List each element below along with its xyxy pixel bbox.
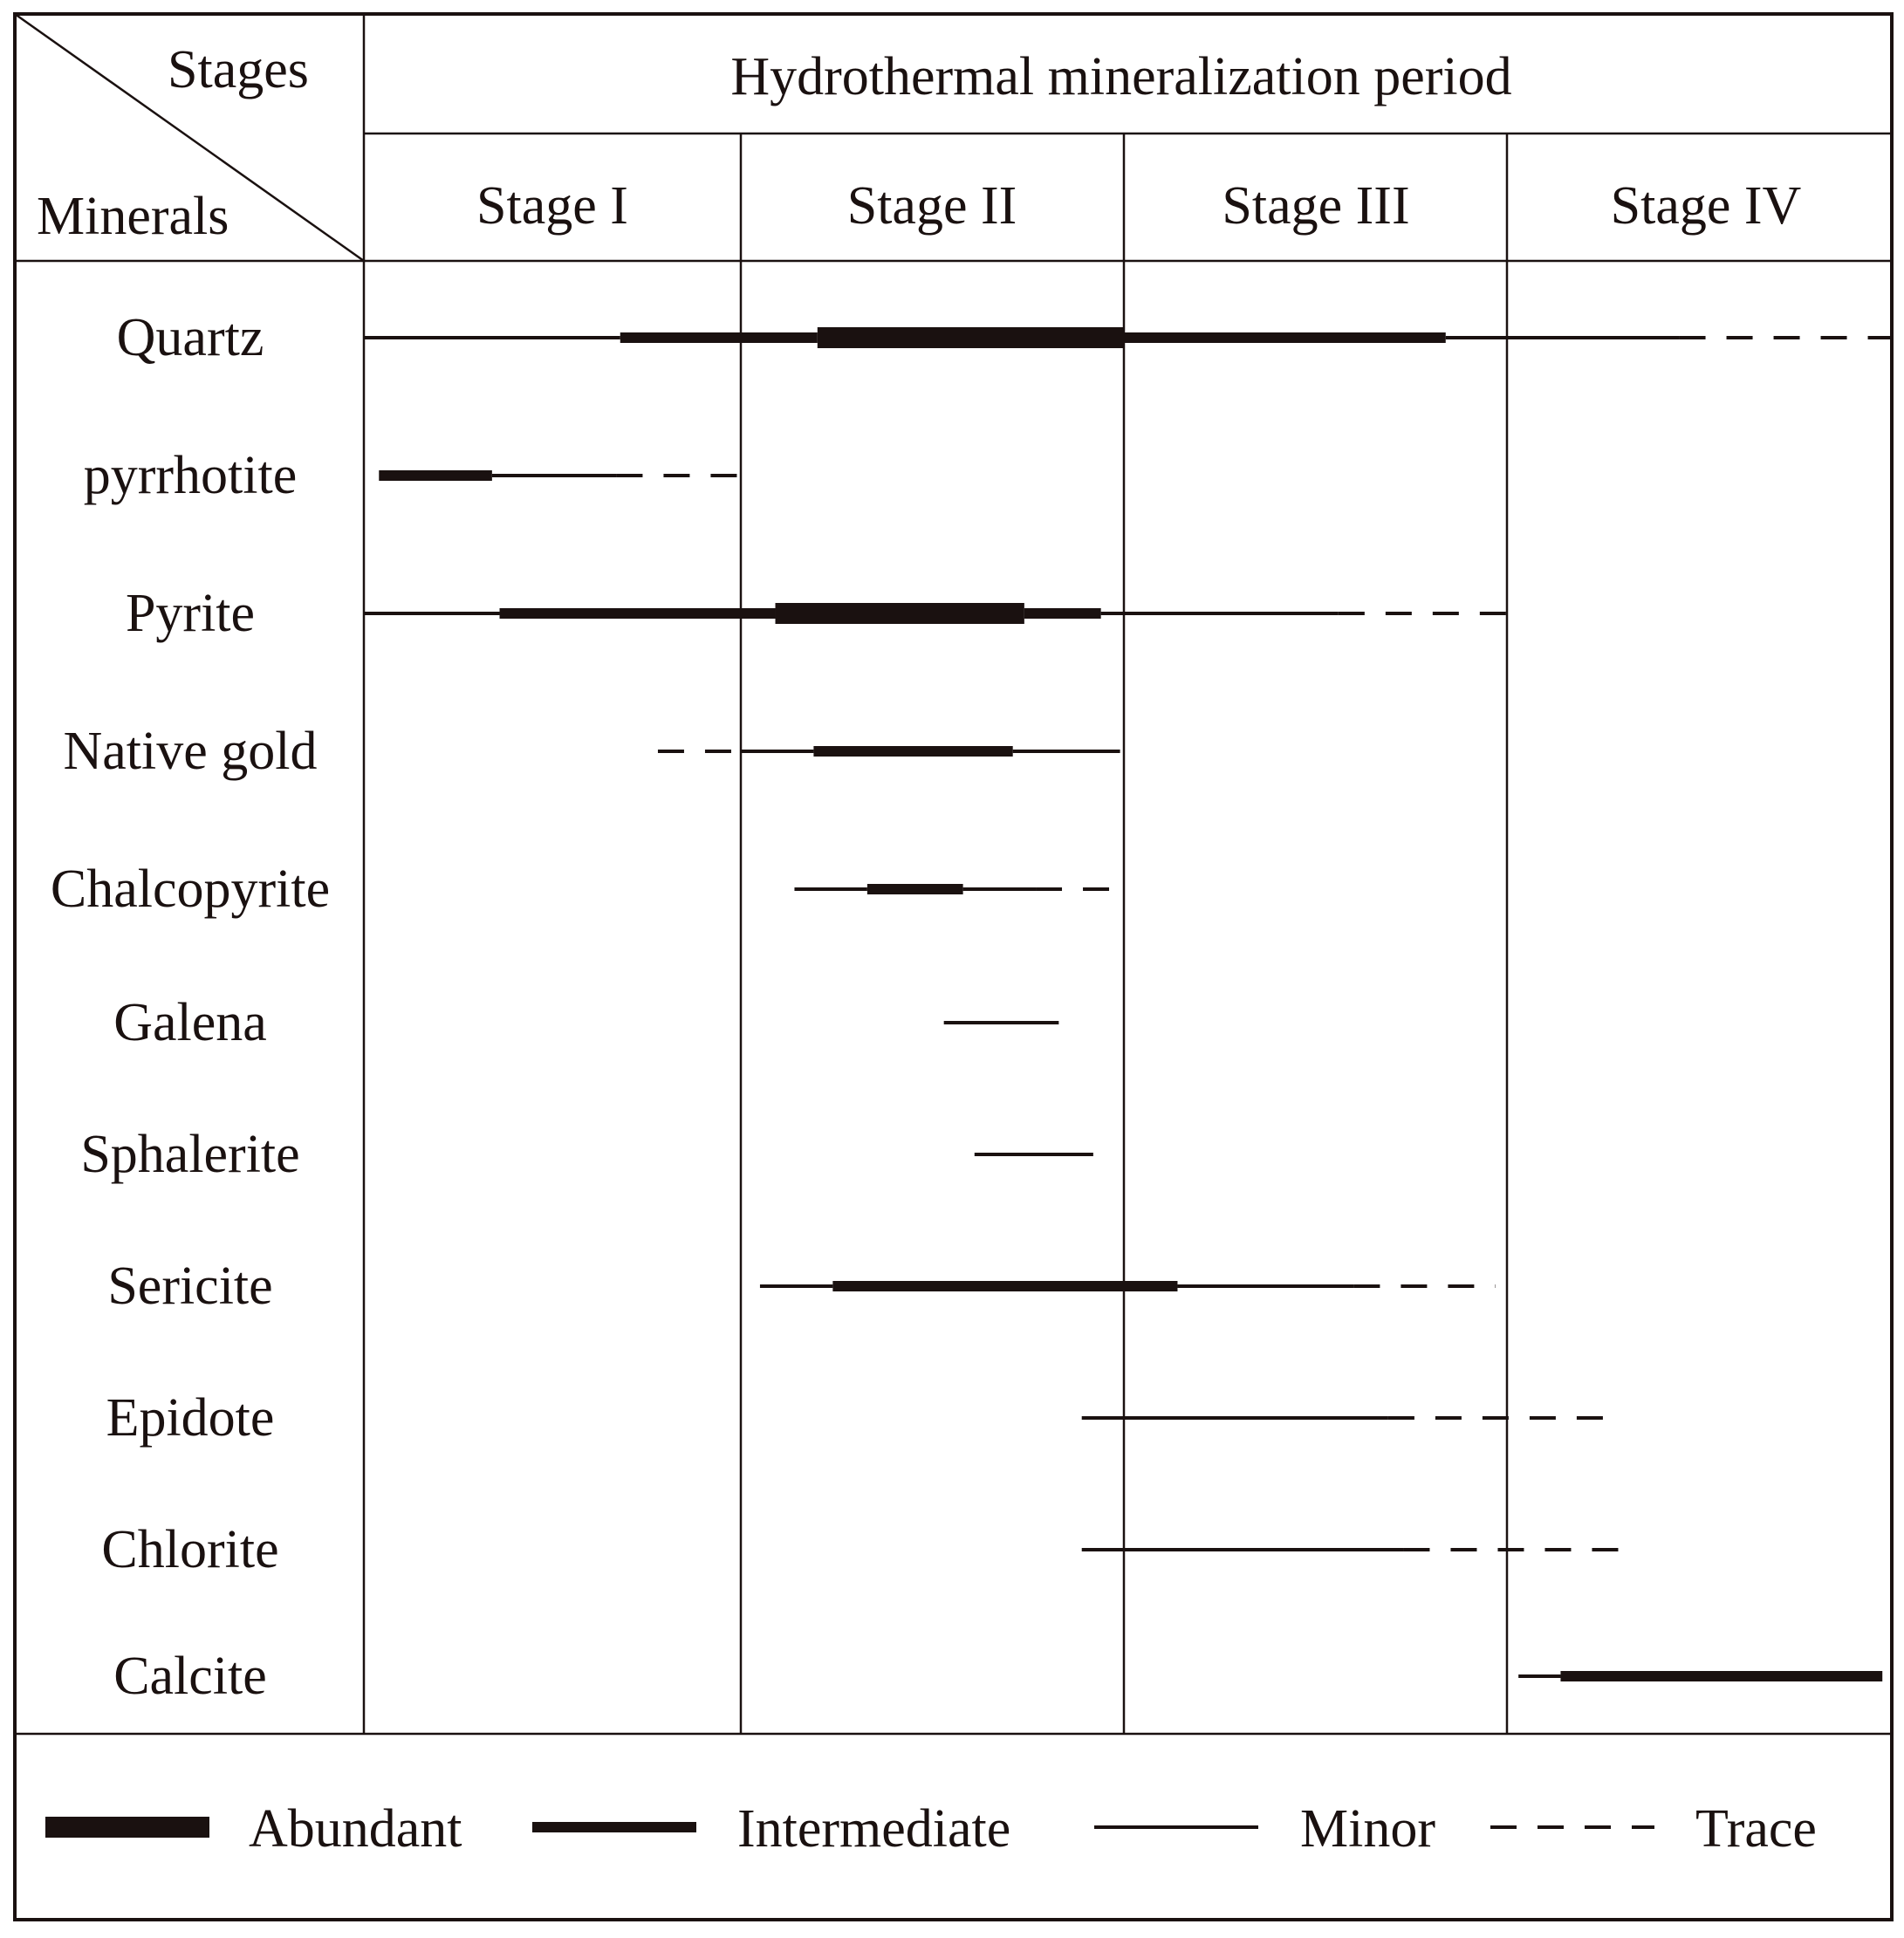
mineral-row [126,584,1507,643]
mineral-name: pyrrhotite [83,446,298,505]
mineral-name: Chlorite [101,1520,279,1579]
mineral-name: Sphalerite [80,1125,300,1184]
stage-header-1: Stage I [476,176,628,236]
legend-label-trace: Trace [1695,1799,1817,1859]
table-grid [15,14,1892,1920]
legend-label-minor: Minor [1300,1799,1435,1859]
mineral-name: Galena [113,993,267,1052]
mineral-name: Sericite [107,1257,273,1316]
mineral-name: Epidote [106,1388,275,1448]
legend [45,1799,1817,1859]
mineral-name: Pyrite [125,584,256,643]
mineral-name: Calcite [113,1647,267,1706]
mineral-name: Quartz [116,308,264,367]
corner-stages-label: Stages [168,40,309,99]
mineral-row [113,993,1058,1052]
mineral-row [117,308,1890,367]
mineral-row [80,1125,1093,1184]
mineral-row [101,1520,1629,1579]
outer-frame [15,14,1892,1920]
stage-header-4: Stage IV [1610,176,1802,236]
legend-label-abundant: Abundant [249,1799,462,1859]
period-title: Hydrothermal mineralization period [730,47,1512,106]
stage-header-2: Stage II [846,176,1017,236]
mineral-row [64,722,1120,781]
mineral-row [84,446,741,505]
mineral-name: Native gold [63,722,318,781]
corner-minerals-label: Minerals [37,187,229,246]
mineral-row [51,859,1124,919]
mineral-row [107,1257,1496,1316]
mineral-row [106,1388,1622,1448]
mineral-name: Chalcopyrite [50,859,331,919]
mineral-row [113,1647,1882,1706]
legend-label-intermediate: Intermediate [737,1799,1011,1859]
mineral-rows [51,308,1890,1706]
stage-header-3: Stage III [1222,176,1410,236]
